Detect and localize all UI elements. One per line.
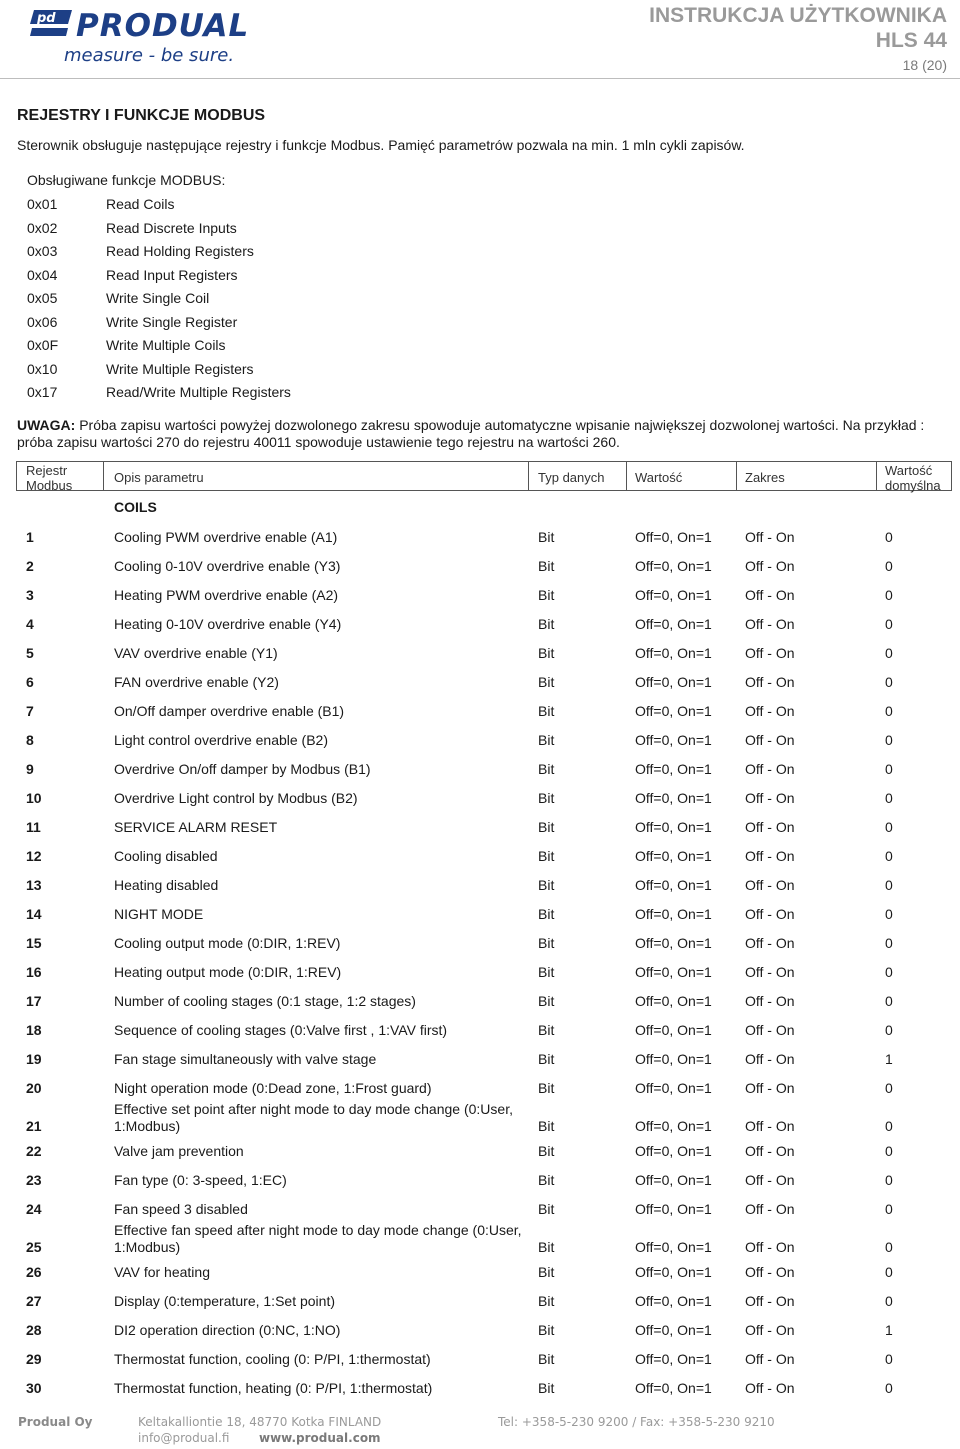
data-type: Bit (538, 1239, 555, 1255)
register-number: 17 (26, 993, 42, 1009)
data-type: Bit (538, 1293, 555, 1309)
register-number: 7 (26, 703, 34, 719)
register-number: 11 (26, 819, 41, 835)
value-range: Off - On (745, 587, 795, 603)
footer-website[interactable]: www.produal.com (259, 1431, 381, 1445)
function-name: Read Holding Registers (106, 243, 254, 259)
data-type: Bit (538, 790, 555, 806)
parameter-description: Heating disabled (114, 877, 219, 893)
register-number: 20 (26, 1080, 42, 1096)
value-range: Off - On (745, 1118, 795, 1134)
function-code: 0x04 (27, 266, 58, 283)
value-mapping: Off=0, On=1 (635, 1293, 712, 1309)
register-number: 22 (26, 1143, 42, 1159)
default-value: 0 (885, 1118, 893, 1134)
parameter-description: SERVICE ALARM RESET (114, 819, 278, 835)
data-type: Bit (538, 964, 555, 980)
parameter-description: Heating 0-10V overdrive enable (Y4) (114, 616, 342, 632)
th-register-line2: Modbus (26, 478, 73, 493)
register-number: 9 (26, 761, 34, 777)
section-title: REJESTRY I FUNKCJE MODBUS (17, 107, 266, 124)
value-range: Off - On (745, 1080, 795, 1096)
table-row (0, 1380, 960, 1409)
parameter-description: Overdrive Light control by Modbus (B2) (114, 790, 358, 806)
data-type: Bit (538, 1201, 555, 1217)
value-range: Off - On (745, 616, 795, 632)
value-mapping: Off=0, On=1 (635, 1351, 712, 1367)
value-mapping: Off=0, On=1 (635, 877, 712, 893)
value-range: Off - On (745, 674, 795, 690)
data-type: Bit (538, 1172, 555, 1188)
function-code: 0x17 (27, 384, 58, 400)
table-row (0, 790, 960, 819)
register-number: 3 (26, 587, 34, 603)
th-register-line1: Rejestr (26, 463, 68, 478)
produal-logo-mark-icon (28, 8, 74, 42)
model-name: HLS 44 (875, 29, 947, 52)
value-mapping: Off=0, On=1 (635, 1322, 712, 1338)
table-header-divider (736, 461, 737, 491)
default-value: 0 (885, 790, 893, 806)
section-intro: Sterownik obsługuje następujące rejestry i funkcje Modbus. Pamięć parametrów pozwala na min. 1 mln cykli zapisów. (17, 137, 745, 153)
data-type: Bit (538, 819, 555, 835)
parameter-description: Number of cooling stages (0:1 stage, 1:2 stages) (114, 993, 416, 1009)
value-mapping: Off=0, On=1 (635, 529, 712, 545)
register-number: 2 (26, 558, 34, 574)
table-row (0, 732, 960, 761)
function-name: Read Coils (106, 196, 175, 212)
default-value: 0 (885, 616, 893, 632)
table-row (0, 819, 960, 848)
th-default-line2: domyślna (885, 478, 941, 493)
header-divider (0, 78, 960, 79)
value-mapping: Off=0, On=1 (635, 761, 712, 777)
logo-mark-text: pd (37, 11, 56, 26)
value-mapping: Off=0, On=1 (635, 935, 712, 951)
data-type: Bit (538, 906, 555, 922)
table-header-divider (876, 461, 877, 491)
register-number: 18 (26, 1022, 42, 1038)
note-paragraph (17, 417, 947, 451)
default-value: 0 (885, 964, 893, 980)
value-mapping: Off=0, On=1 (635, 1051, 712, 1067)
value-range: Off - On (745, 1322, 795, 1338)
value-mapping: Off=0, On=1 (635, 1201, 712, 1217)
group-label-coils: COILS (114, 499, 157, 515)
brand-tagline: measure - be sure. (64, 45, 235, 66)
value-mapping: Off=0, On=1 (635, 703, 712, 719)
data-type: Bit (538, 1022, 555, 1038)
table-row (0, 1351, 960, 1380)
function-code: 0x02 (27, 219, 58, 236)
register-number: 5 (26, 645, 34, 661)
footer-address: Keltakalliontie 18, 48770 Kotka FINLAND (138, 1415, 382, 1429)
table-row (0, 1222, 960, 1264)
function-name: Write Single Register (106, 313, 238, 330)
parameter-description: Night operation mode (0:Dead zone, 1:Frost guard) (114, 1080, 432, 1096)
default-value: 0 (885, 761, 893, 777)
value-mapping: Off=0, On=1 (635, 732, 712, 748)
register-number: 6 (26, 674, 34, 690)
default-value: 0 (885, 703, 893, 719)
value-mapping: Off=0, On=1 (635, 1118, 712, 1134)
footer-company: Produal Oy (18, 1415, 93, 1429)
th-description: Opis parametru (114, 470, 204, 485)
parameter-description: Display (0:temperature, 1:Set point) (114, 1293, 335, 1309)
table-row (0, 616, 960, 645)
register-number: 12 (26, 848, 42, 864)
default-value: 0 (885, 877, 893, 893)
default-value: 0 (885, 993, 893, 1009)
value-range: Off - On (745, 761, 795, 777)
default-value: 0 (885, 1172, 893, 1188)
parameter-description: Effective fan speed after night mode to day mode change (0:User, 1:Modbus) (114, 1222, 522, 1255)
parameter-description: Heating PWM overdrive enable (A2) (114, 587, 339, 603)
parameter-description: VAV overdrive enable (Y1) (114, 645, 278, 661)
default-value: 0 (885, 732, 893, 748)
table-row (0, 1322, 960, 1351)
value-range: Off - On (745, 819, 795, 835)
table-header-divider (103, 461, 104, 491)
th-default-line1: Wartość (885, 463, 933, 478)
data-type: Bit (538, 1322, 555, 1338)
data-type: Bit (538, 1351, 555, 1367)
value-range: Off - On (745, 645, 795, 661)
parameter-description: NIGHT MODE (114, 906, 204, 922)
table-row (0, 877, 960, 906)
default-value: 0 (885, 674, 893, 690)
register-number: 13 (26, 877, 42, 893)
value-range: Off - On (745, 558, 795, 574)
default-value: 1 (885, 1322, 893, 1338)
brand-name: PRODUAL (76, 8, 250, 44)
value-range: Off - On (745, 732, 795, 748)
parameter-description: Heating output mode (0:DIR, 1:REV) (114, 964, 342, 980)
table-row (0, 587, 960, 616)
function-code: 0x01 (27, 196, 58, 212)
table-row (0, 964, 960, 993)
value-mapping: Off=0, On=1 (635, 1022, 712, 1038)
function-code: 0x06 (27, 313, 58, 330)
register-number: 14 (26, 906, 42, 922)
value-range: Off - On (745, 906, 795, 922)
table-row (0, 703, 960, 732)
register-number: 25 (26, 1239, 42, 1255)
table-row (0, 1293, 960, 1322)
default-value: 0 (885, 558, 893, 574)
value-mapping: Off=0, On=1 (635, 1080, 712, 1096)
value-range: Off - On (745, 1022, 795, 1038)
register-number: 26 (26, 1264, 42, 1280)
default-value: 1 (885, 1051, 893, 1067)
value-range: Off - On (745, 1264, 795, 1280)
parameter-description: Effective set point after night mode to day mode change (0:User, 1:Modbus) (114, 1101, 513, 1134)
register-number: 8 (26, 732, 34, 748)
default-value: 0 (885, 1201, 893, 1217)
parameter-description: Overdrive On/off damper by Modbus (B1) (114, 761, 371, 777)
table-row (0, 848, 960, 877)
register-number: 15 (26, 935, 42, 951)
data-type: Bit (538, 935, 555, 951)
default-value: 0 (885, 906, 893, 922)
value-range: Off - On (745, 964, 795, 980)
table-row (0, 529, 960, 558)
data-type: Bit (538, 1118, 555, 1134)
register-number: 24 (26, 1201, 42, 1217)
value-range: Off - On (745, 1351, 795, 1367)
functions-title: Obsługiwane funkcje MODBUS: (27, 172, 226, 188)
table-row (0, 993, 960, 1022)
value-range: Off - On (745, 1380, 795, 1396)
default-value: 0 (885, 1022, 893, 1038)
note-label: UWAGA: (17, 417, 76, 433)
note-text: Próba zapisu wartości powyżej dozwolonego zakresu spowoduje automatyczne wpisanie największej dozwolonej wartości. Na przykład : próba zapisu wartości 270 do rejestru 40011 spowoduje ustawienie tego rejestru na wartości 260. (17, 417, 925, 450)
parameter-description: Thermostat function, heating (0: P/PI, 1:thermostat) (114, 1380, 433, 1396)
th-value: Wartość (635, 470, 683, 485)
value-range: Off - On (745, 790, 795, 806)
data-type: Bit (538, 703, 555, 719)
value-range: Off - On (745, 1143, 795, 1159)
function-code: 0x0F (27, 337, 59, 353)
value-mapping: Off=0, On=1 (635, 819, 712, 835)
function-name: Write Multiple Coils (106, 337, 226, 353)
data-type: Bit (538, 1080, 555, 1096)
function-code: 0x10 (27, 360, 58, 377)
register-number: 16 (26, 964, 42, 980)
value-mapping: Off=0, On=1 (635, 1239, 712, 1255)
data-type: Bit (538, 848, 555, 864)
value-range: Off - On (745, 703, 795, 719)
parameter-description: VAV for heating (114, 1264, 210, 1280)
page-number: 18 (20) (902, 57, 947, 73)
value-mapping: Off=0, On=1 (635, 1172, 712, 1188)
value-mapping: Off=0, On=1 (635, 1380, 712, 1396)
register-number: 30 (26, 1380, 42, 1396)
data-type: Bit (538, 587, 555, 603)
function-name: Read Discrete Inputs (106, 219, 237, 236)
register-number: 4 (26, 616, 34, 632)
register-number: 23 (26, 1172, 42, 1188)
default-value: 0 (885, 645, 893, 661)
value-mapping: Off=0, On=1 (635, 645, 712, 661)
parameter-description: Cooling PWM overdrive enable (A1) (114, 529, 338, 545)
default-value: 0 (885, 1293, 893, 1309)
th-data-type: Typ danych (538, 470, 605, 485)
register-number: 29 (26, 1351, 42, 1367)
function-name: Write Single Coil (106, 290, 210, 306)
default-value: 0 (885, 587, 893, 603)
data-type: Bit (538, 761, 555, 777)
table-row (0, 1172, 960, 1201)
parameter-description: Fan stage simultaneously with valve stage (114, 1051, 377, 1067)
produal-logo (28, 8, 268, 66)
value-mapping: Off=0, On=1 (635, 674, 712, 690)
table-row (0, 645, 960, 674)
parameter-description: Cooling 0-10V overdrive enable (Y3) (114, 558, 341, 574)
function-name: Read Input Registers (106, 266, 238, 283)
register-number: 27 (26, 1293, 42, 1309)
register-number: 1 (26, 529, 34, 545)
parameter-description: On/Off damper overdrive enable (B1) (114, 703, 345, 719)
table-row (0, 1143, 960, 1172)
data-type: Bit (538, 529, 555, 545)
value-mapping: Off=0, On=1 (635, 616, 712, 632)
default-value: 0 (885, 848, 893, 864)
data-type: Bit (538, 877, 555, 893)
parameter-description: Valve jam prevention (114, 1143, 244, 1159)
function-name: Write Multiple Registers (106, 360, 254, 377)
value-mapping: Off=0, On=1 (635, 790, 712, 806)
value-range: Off - On (745, 1201, 795, 1217)
footer-phone: Tel: +358-5-230 9200 / Fax: +358-5-230 9210 (498, 1415, 775, 1429)
function-name: Read/Write Multiple Registers (106, 384, 291, 400)
register-number: 21 (26, 1118, 42, 1134)
parameter-description: Sequence of cooling stages (0:Valve first , 1:VAV first) (114, 1022, 448, 1038)
table-row (0, 558, 960, 587)
table-row (0, 935, 960, 964)
value-range: Off - On (745, 1172, 795, 1188)
value-range: Off - On (745, 848, 795, 864)
data-type: Bit (538, 558, 555, 574)
table-row (0, 761, 960, 790)
value-range: Off - On (745, 877, 795, 893)
data-type: Bit (538, 674, 555, 690)
register-number: 10 (26, 790, 42, 806)
data-type: Bit (538, 732, 555, 748)
data-type: Bit (538, 616, 555, 632)
table-row (0, 1051, 960, 1080)
table-row (0, 674, 960, 703)
value-range: Off - On (745, 1051, 795, 1067)
table-row (0, 1101, 960, 1143)
parameter-description: Light control overdrive enable (B2) (114, 732, 329, 748)
default-value: 0 (885, 1264, 893, 1280)
parameter-description: DI2 operation direction (0:NC, 1:NO) (114, 1322, 341, 1338)
value-mapping: Off=0, On=1 (635, 964, 712, 980)
data-type: Bit (538, 645, 555, 661)
table-row (0, 906, 960, 935)
value-range: Off - On (745, 935, 795, 951)
value-range: Off - On (745, 529, 795, 545)
footer-email[interactable]: info@produal.fi (138, 1431, 230, 1445)
parameter-description: Cooling disabled (114, 848, 218, 864)
doc-title: INSTRUKCJA UŻYTKOWNIKA (649, 4, 947, 27)
parameter-description: Thermostat function, cooling (0: P/PI, 1:thermostat) (114, 1351, 431, 1367)
function-code: 0x03 (27, 243, 58, 259)
table-row (0, 1022, 960, 1051)
table-row (0, 1264, 960, 1293)
register-number: 28 (26, 1322, 42, 1338)
data-type: Bit (538, 1264, 555, 1280)
table-header-divider (626, 461, 627, 491)
parameter-description: FAN overdrive enable (Y2) (114, 674, 279, 690)
default-value: 0 (885, 1080, 893, 1096)
default-value: 0 (885, 935, 893, 951)
parameter-description: Cooling output mode (0:DIR, 1:REV) (114, 935, 341, 951)
table-header-divider (528, 461, 529, 491)
value-mapping: Off=0, On=1 (635, 1143, 712, 1159)
value-mapping: Off=0, On=1 (635, 1264, 712, 1280)
value-mapping: Off=0, On=1 (635, 848, 712, 864)
value-mapping: Off=0, On=1 (635, 906, 712, 922)
data-type: Bit (538, 993, 555, 1009)
default-value: 0 (885, 1351, 893, 1367)
value-range: Off - On (745, 1239, 795, 1255)
data-type: Bit (538, 1143, 555, 1159)
value-mapping: Off=0, On=1 (635, 587, 712, 603)
parameter-description: Fan type (0: 3-speed, 1:EC) (114, 1172, 287, 1188)
function-code: 0x05 (27, 290, 58, 306)
default-value: 0 (885, 1380, 893, 1396)
page-footer (0, 1408, 960, 1449)
register-number: 19 (26, 1051, 42, 1067)
default-value: 0 (885, 1239, 893, 1255)
value-range: Off - On (745, 993, 795, 1009)
value-mapping: Off=0, On=1 (635, 993, 712, 1009)
parameter-description: Fan speed 3 disabled (114, 1201, 248, 1217)
default-value: 0 (885, 529, 893, 545)
data-type: Bit (538, 1051, 555, 1067)
th-range: Zakres (745, 470, 785, 485)
value-mapping: Off=0, On=1 (635, 558, 712, 574)
default-value: 0 (885, 1143, 893, 1159)
value-range: Off - On (745, 1293, 795, 1309)
default-value: 0 (885, 819, 893, 835)
data-type: Bit (538, 1380, 555, 1396)
